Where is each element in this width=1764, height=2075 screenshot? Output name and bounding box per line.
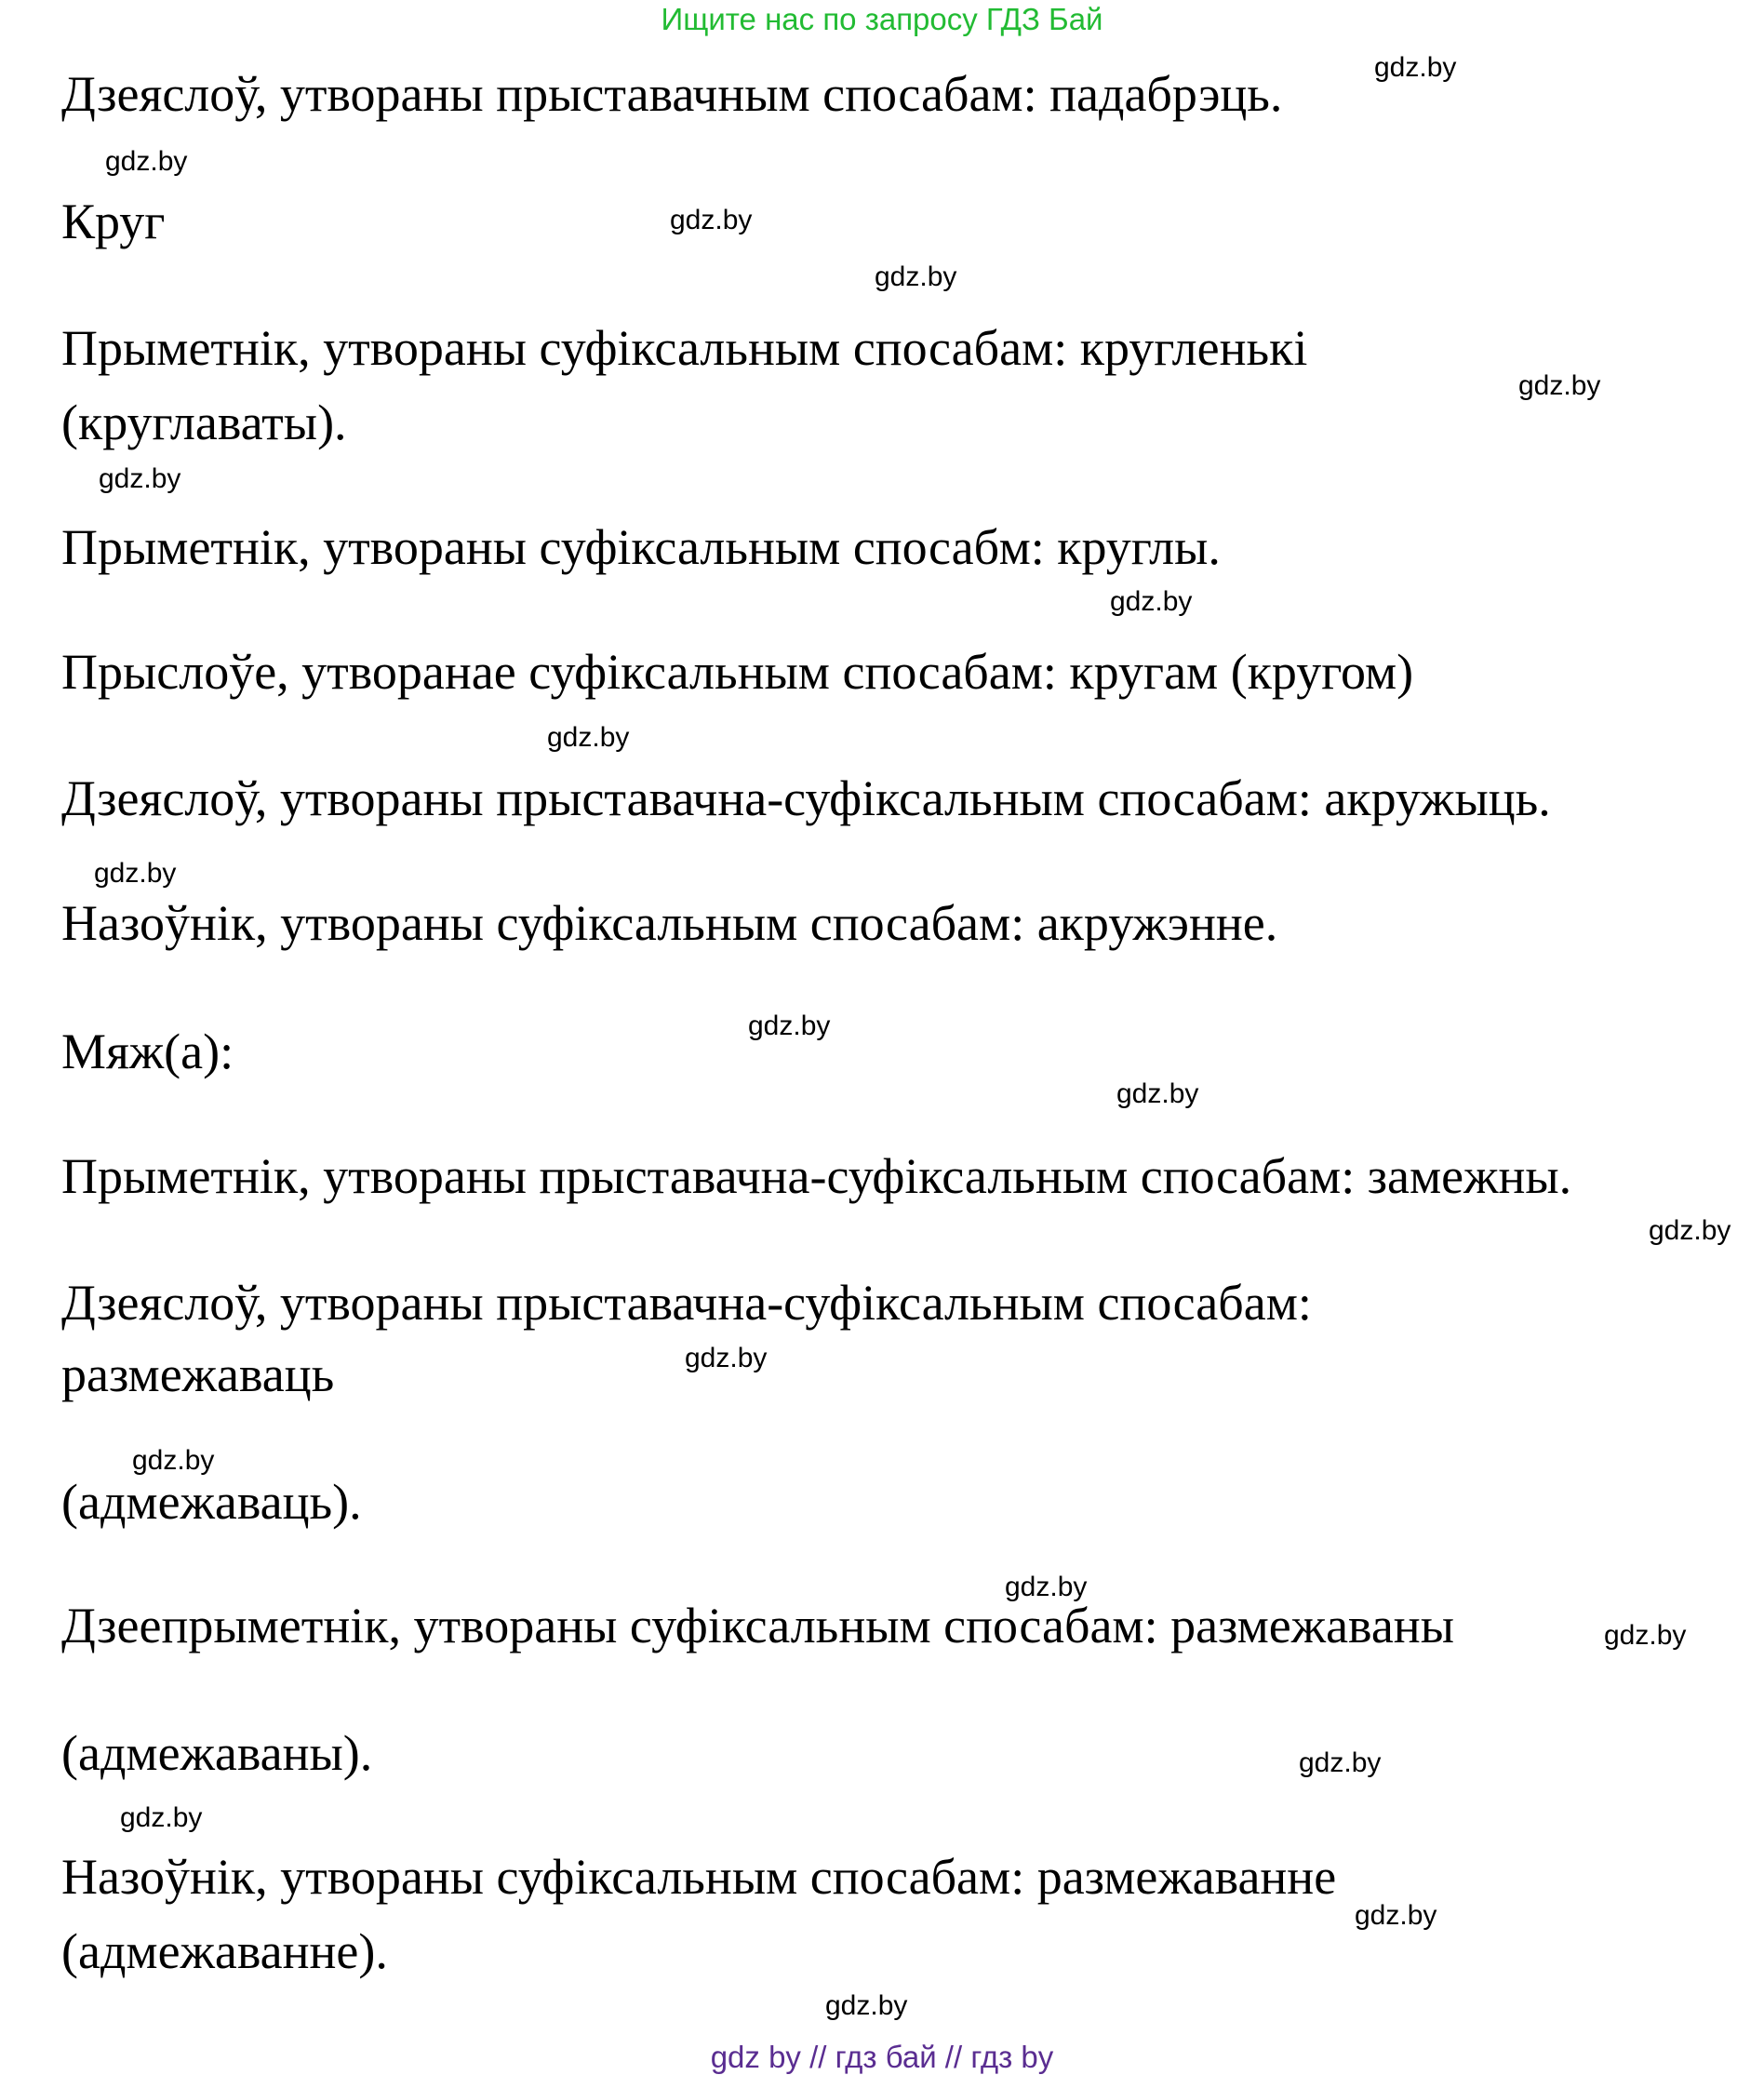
watermark: gdz.by (1649, 1215, 1731, 1246)
text-line-7: Дзеяслоў, утвораны прыставачна-суфіксальным спосабам: акружыць. (61, 770, 1551, 826)
search-banner: Ищите нас по запросу ГДЗ Бай (661, 2, 1103, 36)
text-line-6: Прыслоўе, утворанае суфіксальным спосабам: кругам (кругом) (61, 644, 1414, 700)
watermark: gdz.by (1355, 1900, 1437, 1931)
text-line-8: Назоўнік, утвораны суфіксальным спосабам: акружэнне. (61, 895, 1278, 951)
text-line-2: Круг (61, 194, 166, 249)
watermark: gdz.by (547, 722, 630, 753)
watermark: gdz.by (685, 1343, 768, 1373)
text-line-15: (адмежаваны). (61, 1725, 373, 1781)
watermark: gdz.by (132, 1445, 215, 1476)
watermark: gdz.by (120, 1802, 203, 1833)
text-line-5: Прыметнік, утвораны суфіксальным спосабм: круглы. (61, 519, 1221, 575)
text-line-4: (круглаваты). (61, 395, 347, 450)
watermark: gdz.by (1604, 1620, 1687, 1651)
text-line-1: Дзеяслоў, утвораны прыставачным спосабам: падабрэць. (61, 66, 1283, 122)
footer-links[interactable]: gdz by // гдз бай // гдз by (710, 2040, 1054, 2074)
text-line-11: Дзеяслоў, утвораны прыставачна-суфіксальным спосабам: (61, 1275, 1312, 1331)
text-line-16: Назоўнік, утвораны суфіксальным спосабам: размежаванне (61, 1849, 1337, 1905)
watermark: gdz.by (1116, 1078, 1199, 1109)
text-line-9: Мяж(а): (61, 1024, 234, 1079)
watermark: gdz.by (875, 261, 957, 292)
watermark: gdz.by (99, 463, 181, 494)
watermark: gdz.by (748, 1011, 831, 1041)
text-line-13: (адмежаваць). (61, 1474, 362, 1530)
text-line-10: Прыметнік, утвораны прыставачна-суфіксальным спосабам: замежны. (61, 1148, 1572, 1204)
text-line-12: размежаваць (61, 1346, 335, 1402)
watermark: gdz.by (670, 205, 753, 235)
watermark: gdz.by (105, 146, 188, 177)
watermark: gdz.by (1374, 52, 1457, 83)
watermark: gdz.by (1005, 1572, 1088, 1602)
text-line-17: (адмежаванне). (61, 1923, 388, 1979)
watermark: gdz.by (1518, 370, 1601, 401)
watermark: gdz.by (94, 858, 177, 889)
watermark: gdz.by (1299, 1747, 1382, 1778)
text-line-14: Дзеепрыметнік, утвораны суфіксальным спосабам: размежаваны (61, 1598, 1454, 1653)
text-line-3: Прыметнік, утвораны суфіксальным спосабам: кругленькі (61, 320, 1308, 376)
watermark: gdz.by (1110, 586, 1193, 617)
watermark: gdz.by (825, 1990, 908, 2021)
